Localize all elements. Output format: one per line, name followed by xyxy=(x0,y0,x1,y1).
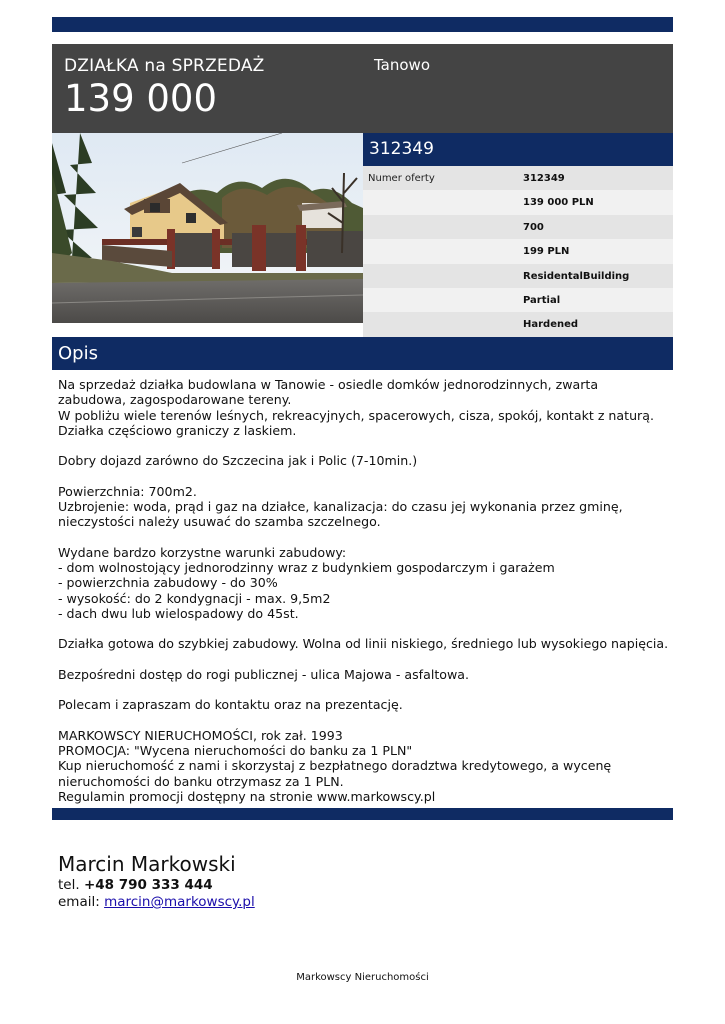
offer-details-panel xyxy=(363,133,673,337)
description-paragraph: Działka gotowa do szybkiej zabudowy. Wolna od linii niskiego, średniego lub wysokiego napięcia. xyxy=(58,636,669,652)
phone-label: tel. xyxy=(58,877,80,893)
offer-number-title: 312349 xyxy=(363,133,673,166)
description-paragraph: Polecam i zapraszam do kontaktu oraz na prezentację. xyxy=(58,697,403,713)
agent-contact xyxy=(58,852,255,911)
detail-value: 700 xyxy=(523,221,544,233)
listing-type: DZIAŁKA na SPRZEDAŻ xyxy=(64,56,265,76)
offer-details-table xyxy=(363,166,673,337)
description-body xyxy=(58,377,670,804)
detail-value: Hardened xyxy=(523,319,579,331)
agent-email-link[interactable]: marcin@markowscy.pl xyxy=(104,894,255,910)
description-heading-bar xyxy=(52,337,673,370)
detail-row xyxy=(363,239,673,263)
detail-value: Partial xyxy=(523,294,561,306)
section-divider-bar xyxy=(52,808,673,820)
detail-row xyxy=(363,288,673,312)
detail-label: Numer oferty xyxy=(368,173,435,184)
description-paragraph: Wydane bardzo korzystne warunki zabudowy: - dom wolnostojący jednorodzinny wraz z budynkiem gospodarczym i garażem - powierzchnia zabudowy - do 30% - wysokość: do 2 kondygnacji - max. 9,5m2 - dach dwu lub wielospadowy do 45st. xyxy=(58,544,555,621)
detail-row xyxy=(363,312,673,336)
detail-row xyxy=(363,264,673,288)
footer-company: Markowscy Nieruchomości xyxy=(296,972,429,983)
description-paragraph: Bezpośredni dostęp do rogi publicznej - ulica Majowa - asfaltowa. xyxy=(58,666,469,682)
top-accent-bar xyxy=(52,17,673,32)
description-paragraph: Na sprzedaż działka budowlana w Tanowie - osiedle domków jednorodzinnych, zwarta zabudowa, zagospodarowane tereny. W pobliżu wiele terenów leśnych, rekreacyjnych, spacerowych, cisza, spokój, kontakt z naturą. Działka częściowo graniczy z laskiem. xyxy=(58,377,654,438)
detail-value: 312349 xyxy=(523,173,565,184)
email-label: email: xyxy=(58,894,100,910)
detail-row xyxy=(363,166,673,190)
description-paragraph: MARKOWSCY NIERUCHOMOŚCI, rok zał. 1993 PROMOCJA: "Wycena nieruchomości do banku za 1 PLN" Kup nieruchomość z nami i skorzystaj z bezpłatnego doradztwa kredytowego, a wycenę nieruchomości do banku otrzymasz za 1 PLN. Regulamin promocji dostępny na stronie www.markowscy.pl xyxy=(58,727,612,804)
listing-location: Tanowo xyxy=(374,56,431,74)
listing-header xyxy=(52,44,673,133)
property-photo xyxy=(52,133,363,323)
agent-name: Marcin Markowski xyxy=(58,852,236,876)
listing-price: 139 000 xyxy=(64,77,218,120)
agent-phone-line xyxy=(58,877,255,894)
detail-row xyxy=(363,215,673,239)
agent-phone[interactable]: +48 790 333 444 xyxy=(83,877,213,893)
description-paragraph: Powierzchnia: 700m2. Uzbrojenie: woda, prąd i gaz na działce, kanalizacja: do czasu jej wykonania przez gminę, nieczystości należy usuwać do szamba szczelnego. xyxy=(58,483,623,530)
detail-value: ResidentalBuilding xyxy=(523,270,630,282)
description-heading: Opis xyxy=(58,343,98,364)
detail-value: 139 000 PLN xyxy=(523,197,594,209)
detail-row xyxy=(363,190,673,214)
detail-value: 199 PLN xyxy=(523,246,570,258)
description-paragraph: Dobry dojazd zarówno do Szczecina jak i Polic (7-10min.) xyxy=(58,453,418,469)
agent-email-line xyxy=(58,894,255,911)
